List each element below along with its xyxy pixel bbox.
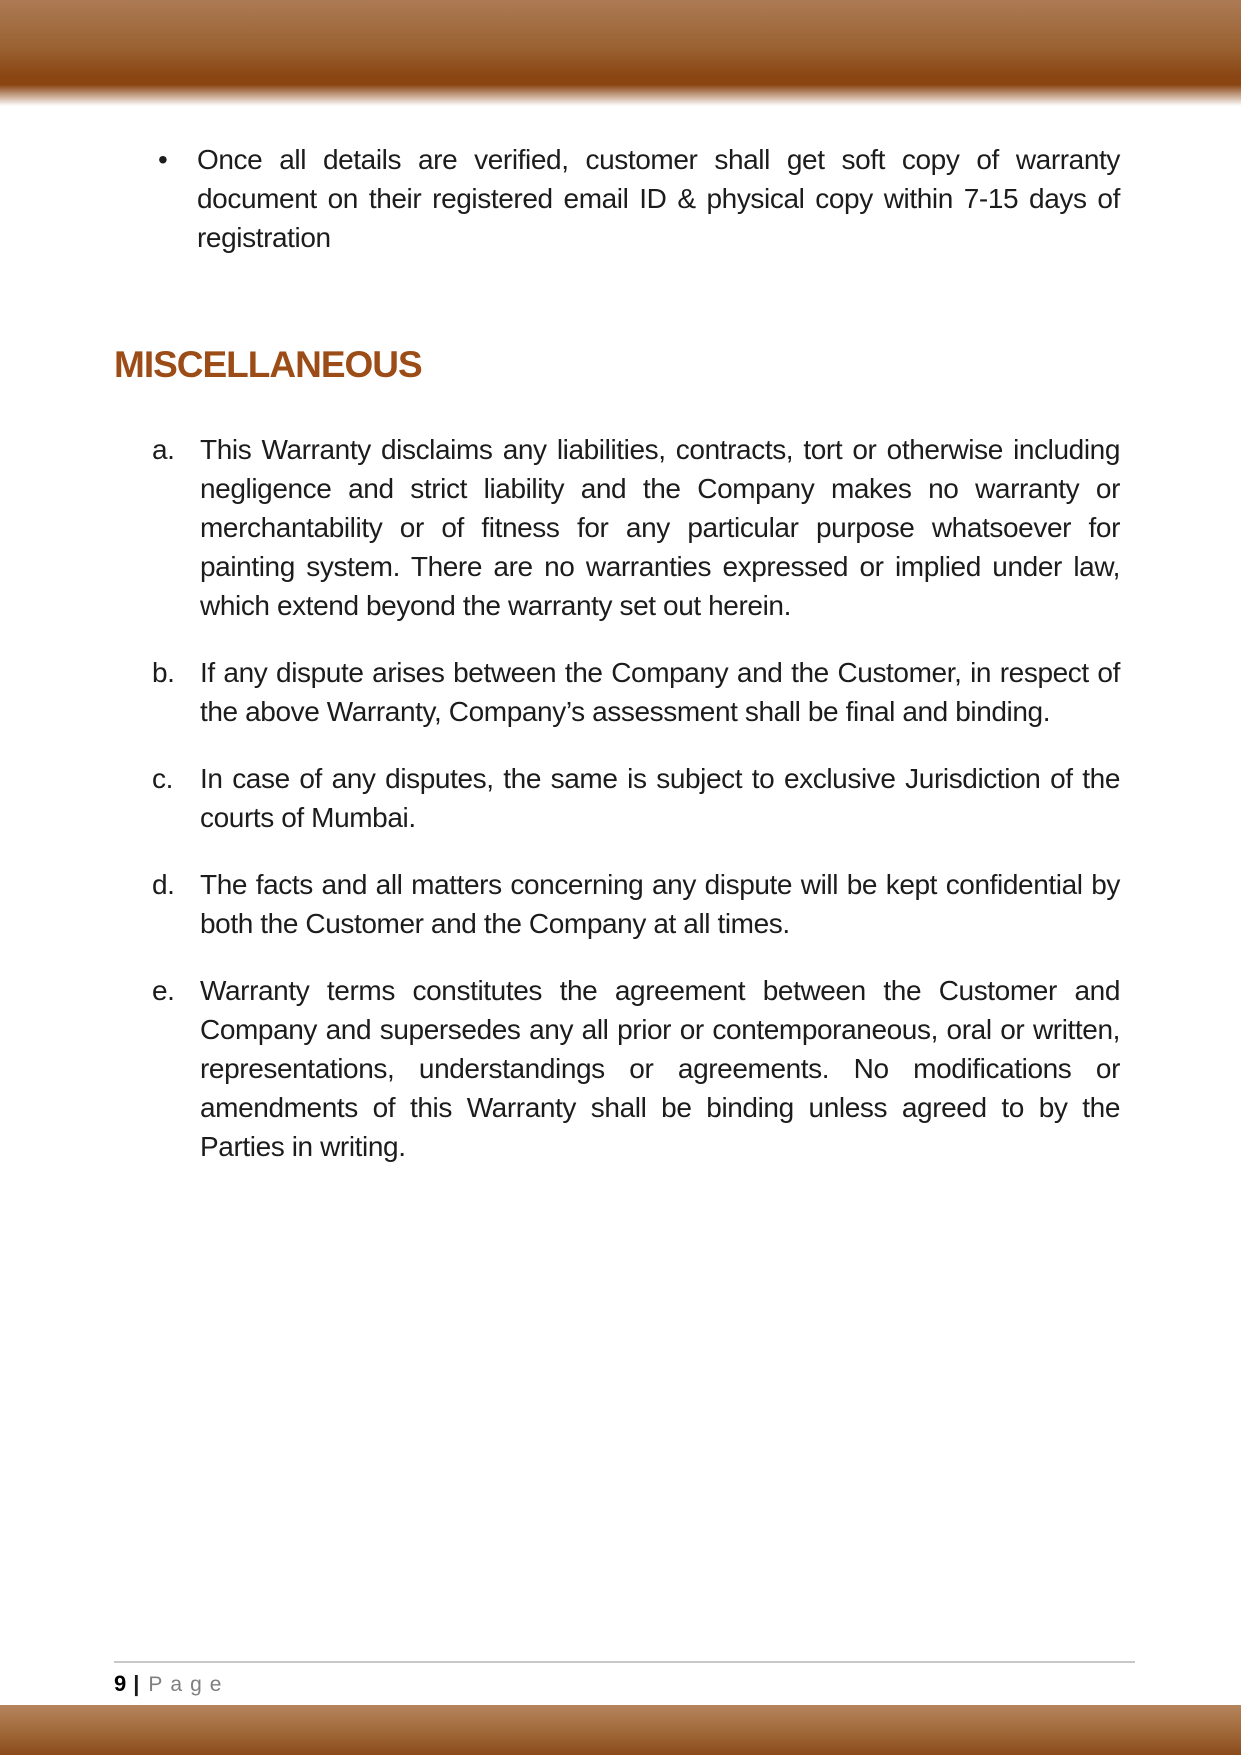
footer-separator: | (133, 1671, 140, 1696)
footer-rule (114, 1661, 1135, 1663)
list-item (152, 653, 1120, 731)
alpha-list (152, 430, 1120, 1194)
list-item (152, 971, 1120, 1166)
bullet-item-text: Once all details are verified, customer shall get soft copy of warranty document on their registered email ID & physical copy within 7-15 days of registration (197, 144, 1120, 253)
footer-page-label: Page (148, 1673, 230, 1696)
list-item (152, 759, 1120, 837)
list-item (152, 430, 1120, 625)
list-item-marker: d. (152, 869, 175, 900)
list-item (152, 865, 1120, 943)
section-heading-miscellaneous: MISCELLANEOUS (114, 344, 422, 385)
list-item-marker: b. (152, 657, 175, 688)
page-footer (114, 1671, 229, 1697)
list-item-text: The facts and all matters concerning any dispute will be kept confidential by both the Customer and the Company at all times. (200, 869, 1120, 939)
list-item-text: This Warranty disclaims any liabilities, contracts, tort or otherwise including negligence and strict liability and the Company makes no warranty or merchantability or of fitness for any particular purpose whatsoever for painting system. There are no warranties expressed or implied under law, which extend beyond the warranty set out herein. (200, 434, 1120, 621)
list-item-text: If any dispute arises between the Company and the Customer, in respect of the above Warranty, Company’s assessment shall be final and binding. (200, 657, 1120, 727)
page-number: 9 (114, 1671, 127, 1696)
list-item-text: Warranty terms constitutes the agreement between the Customer and Company and supersedes any all prior or contemporaneous, oral or written, representations, understandings or agreements. No modifications or amendments of this Warranty shall be binding unless agreed to by the Parties in writing. (200, 975, 1120, 1162)
list-item-marker: e. (152, 975, 175, 1006)
bullet-item (158, 140, 1120, 257)
list-item-text: In case of any disputes, the same is subject to exclusive Jurisdiction of the courts of Mumbai. (200, 763, 1120, 833)
bottom-accent-bar (0, 1705, 1241, 1755)
list-item-marker: a. (152, 434, 175, 465)
list-item-marker: c. (152, 763, 173, 794)
top-accent-bar (0, 0, 1241, 106)
bullet-marker: • (158, 144, 168, 175)
